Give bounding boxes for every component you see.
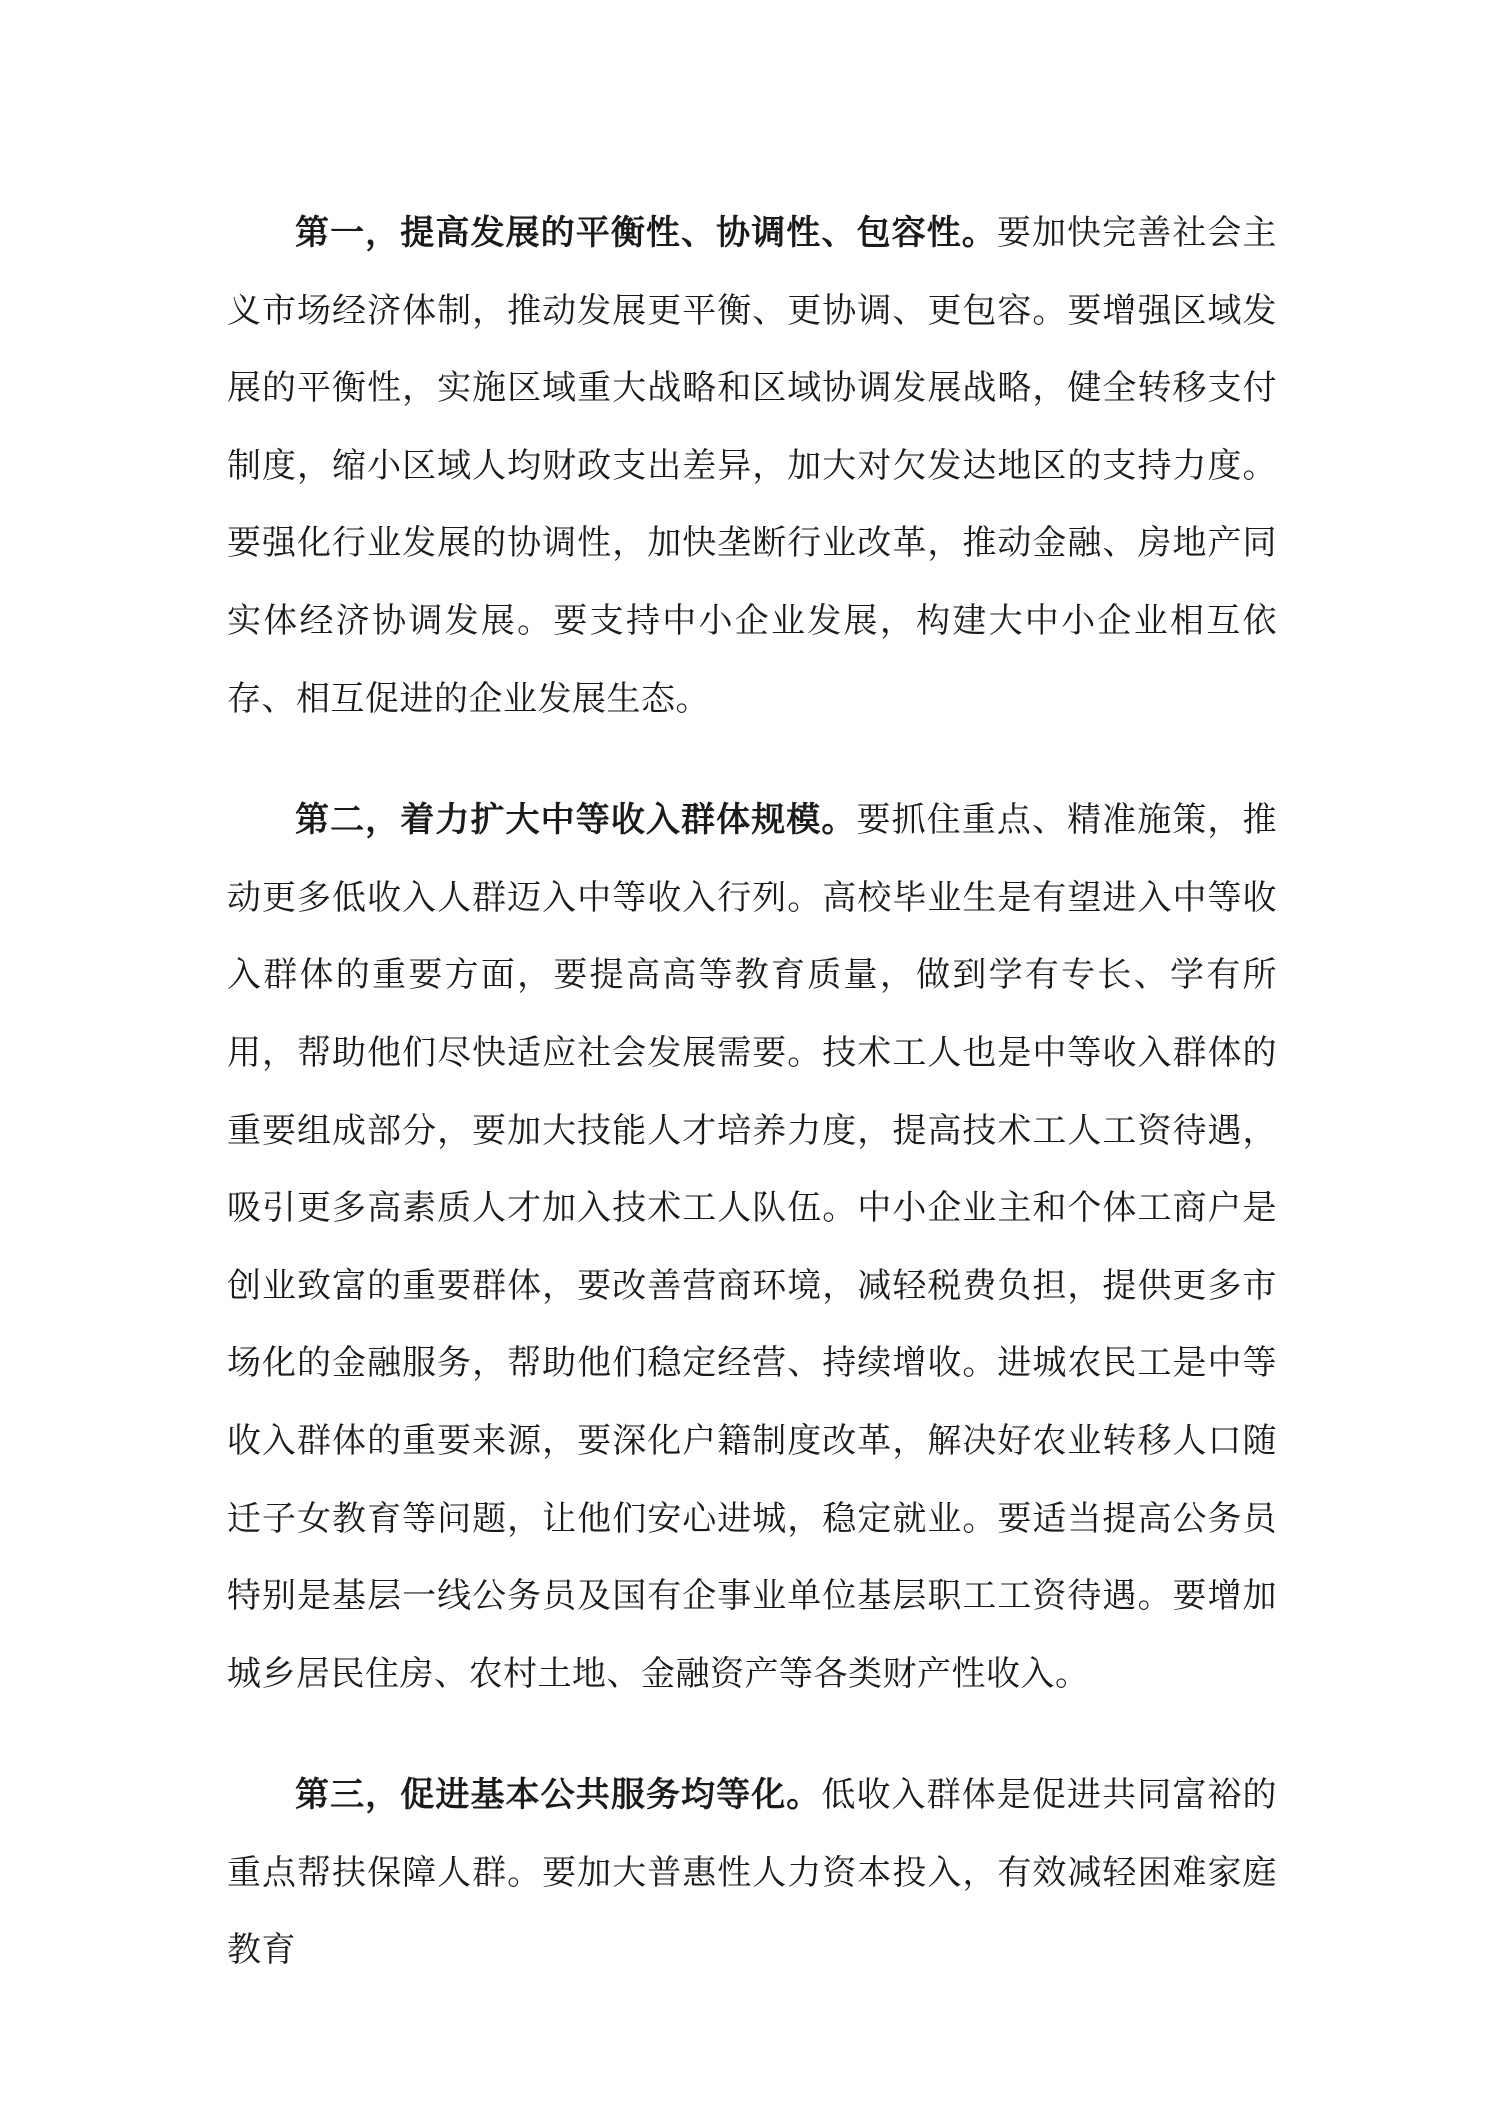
paragraph-2-text: 要抓住重点、精准施策，推动更多低收入人群迈入中等收入行列。高校毕业生是有望进入中等收入群体的重要方面，要提高高等教育质量，做到学有专长、学有所用，帮助他们尽快适应社会发展需要。技术工人也是中等收入群体的重要组成部分，要加大技能人才培养力度，提高技术工人工资待遇，吸引更多高素质人才加入技术工人队伍。中小企业主和个体工商户是创业致富的重要群体，要改善营商环境，减轻税费负担，提供更多市场化的金融服务，帮助他们稳定经营、持续增收。进城农民工是中等收入群体的重要来源，要深化户籍制度改革，解决好农业转移人口随迁子女教育等问题，让他们安心进城，稳定就业。要适当提高公务员特别是基层一线公务员及国有企事业单位基层职工工资待遇。要增加城乡居民住房、农村土地、金融资产等各类财产性收入。: [227, 800, 1278, 1694]
paragraph-3-heading: 第三，促进基本公共服务均等化。: [295, 1775, 822, 1816]
document-body: [227, 195, 1277, 1990]
paragraph-2: [227, 782, 1277, 1713]
paragraph-1: [227, 195, 1277, 738]
paragraph-3-text: 低收入群体是促进共同富裕的重点帮扶保障人群。要加大普惠性人力资本投入，有效减轻困难家庭教育: [227, 1775, 1278, 1971]
paragraph-2-heading: 第二，着力扩大中等收入群体规模。: [295, 800, 857, 841]
paragraph-3: [227, 1757, 1277, 1990]
paragraph-1-text: 要加快完善社会主义市场经济体制，推动发展更平衡、更协调、更包容。要增强区域发展的平衡性，实施区域重大战略和区域协调发展战略，健全转移支付制度，缩小区域人均财政支出差异，加大对欠发达地区的支持力度。要强化行业发展的协调性，加快垄断行业改革，推动金融、房地产同实体经济协调发展。要支持中小企业发展，构建大中小企业相互依存、相互促进的企业发展生态。: [227, 213, 1278, 719]
paragraph-1-heading: 第一，提高发展的平衡性、协调性、包容性。: [295, 213, 997, 253]
